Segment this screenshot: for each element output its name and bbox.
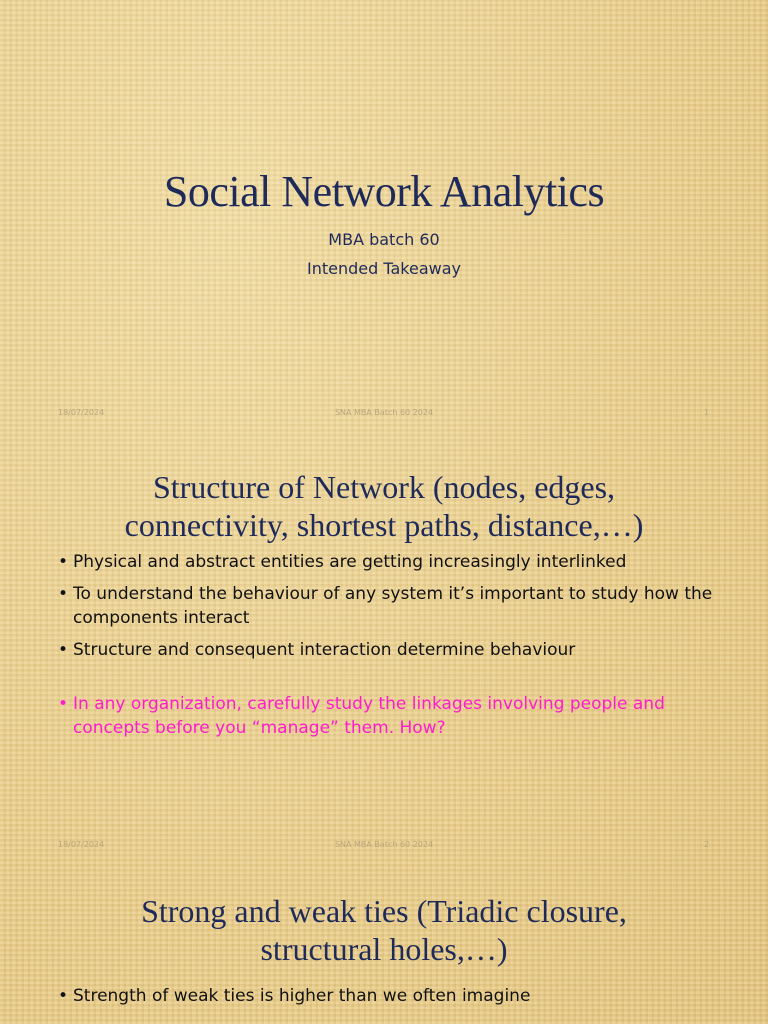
bullet-item: • Physical and abstract entities are getting increasingly interlinked [58,550,738,574]
slide-subtitle-line-1: MBA batch 60 [328,230,440,249]
bullet-item: • Structure and consequent interaction determine behaviour [58,638,738,662]
slide-title [0,468,768,544]
slide-title-line-1: Strong and weak ties (Triadic closure, [141,893,627,929]
slide-footer-date: 18/07/2024 [58,408,105,417]
slide-number: 1 [704,408,710,417]
slide-number: 2 [704,840,710,849]
bullet-list [58,984,738,1016]
slide-title-line-1: Structure of Network (nodes, edges, [152,469,616,505]
slide-3 [0,864,768,1024]
slide-1 [0,0,768,432]
slide-footer-date: 18/07/2024 [58,840,105,849]
slide-footer-text: SNA MBA Batch 60 2024 [334,840,434,849]
slide-title-line-2: connectivity, shortest paths, distance,…) [124,507,644,543]
bullet-list [58,550,738,748]
slide-title-line-2: structural holes,…) [260,931,508,967]
slide-2 [0,432,768,864]
slide-footer-text: SNA MBA Batch 60 2024 [334,408,434,417]
bullet-item: • Strength of weak ties is higher than we often imagine [58,984,738,1008]
slide-title: Social Network Analytics [163,167,605,216]
slide-subtitle-line-2: Intended Takeaway [307,259,461,278]
bullet-item: • To understand the behaviour of any system it’s important to study how the components interact [58,582,738,630]
slide-title [0,892,768,968]
highlighted-bullet-item: • In any organization, carefully study the linkages involving people and concepts before you “manage” them. How? [58,692,738,740]
